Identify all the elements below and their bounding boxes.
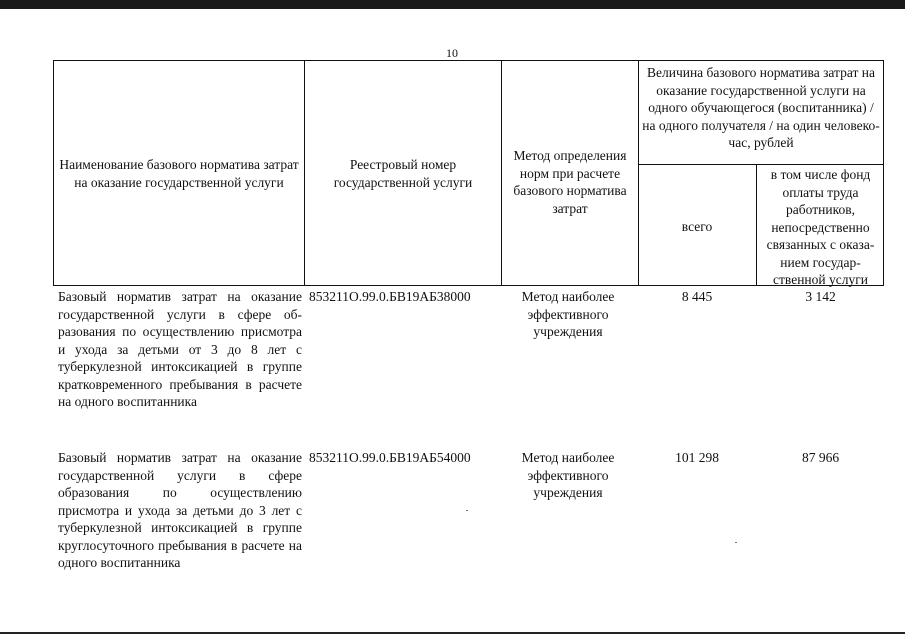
scan-speck xyxy=(735,542,737,543)
header-wage-fund: в том числе фонд оплаты труда работников, непосредственно связанных с оказа-нием государ-ственной услуги xyxy=(766,167,875,287)
scan-bottom-border xyxy=(0,632,905,634)
page-number: 10 xyxy=(446,46,458,60)
header-service-name: Наименование базового норматива затрат на оказание государственной услуги xyxy=(59,157,299,190)
row-1-registry-number: 853211О.99.0.БВ19АБ38000 xyxy=(309,289,471,304)
row-2-registry-number: 853211О.99.0.БВ19АБ54000 xyxy=(309,450,471,465)
row-2-total: 101 298 xyxy=(675,450,719,465)
table-left-border xyxy=(53,60,54,286)
column-divider-1 xyxy=(304,60,305,286)
row-2-wage-fund: 87 966 xyxy=(801,450,840,465)
column-divider-4 xyxy=(756,164,757,286)
row-1-service-name: Базовый норматив затрат на оказание государственной услуги в сфере об-разования по осуществлению присмотра и ухода за детьми от 3 до 8 лет с туберкулезной интоксикацией в группе кратковременного пребывания в расчете на одного воспитанника xyxy=(58,289,302,409)
subheader-divider xyxy=(638,164,884,165)
row-1-total: 8 445 xyxy=(681,289,713,304)
scan-top-border xyxy=(0,0,905,9)
row-2-method: Метод наиболее эффективного учреждения xyxy=(521,450,615,500)
table-right-border xyxy=(883,60,884,286)
header-registry-number: Реестровый номер государственной услуги xyxy=(333,157,473,190)
row-1-wage-fund: 3 142 xyxy=(805,289,836,304)
row-1-method: Метод наиболее эффективного учреждения xyxy=(521,289,615,339)
row-2-service-name: Базовый норматив затрат на оказание государственной услуги в сфере образования по осуществлению присмотра и ухода за детьми до 3 лет с туберкулезной интоксикацией в группе круглосуточного пребывания в расчете на одного воспитанника xyxy=(58,450,302,570)
header-cost-norm-group: Величина базового норматива затрат на оказание государственной услуги на одного обучающегося (воспитанника) / на одного получателя / на один человеко-час, рублей xyxy=(642,65,880,150)
table-top-border xyxy=(53,60,884,61)
column-divider-2 xyxy=(501,60,502,286)
header-method: Метод определения норм при расчете базового норматива затрат xyxy=(513,148,627,216)
header-total: всего xyxy=(681,219,713,234)
column-divider-3 xyxy=(638,60,639,286)
scan-speck xyxy=(466,510,468,511)
